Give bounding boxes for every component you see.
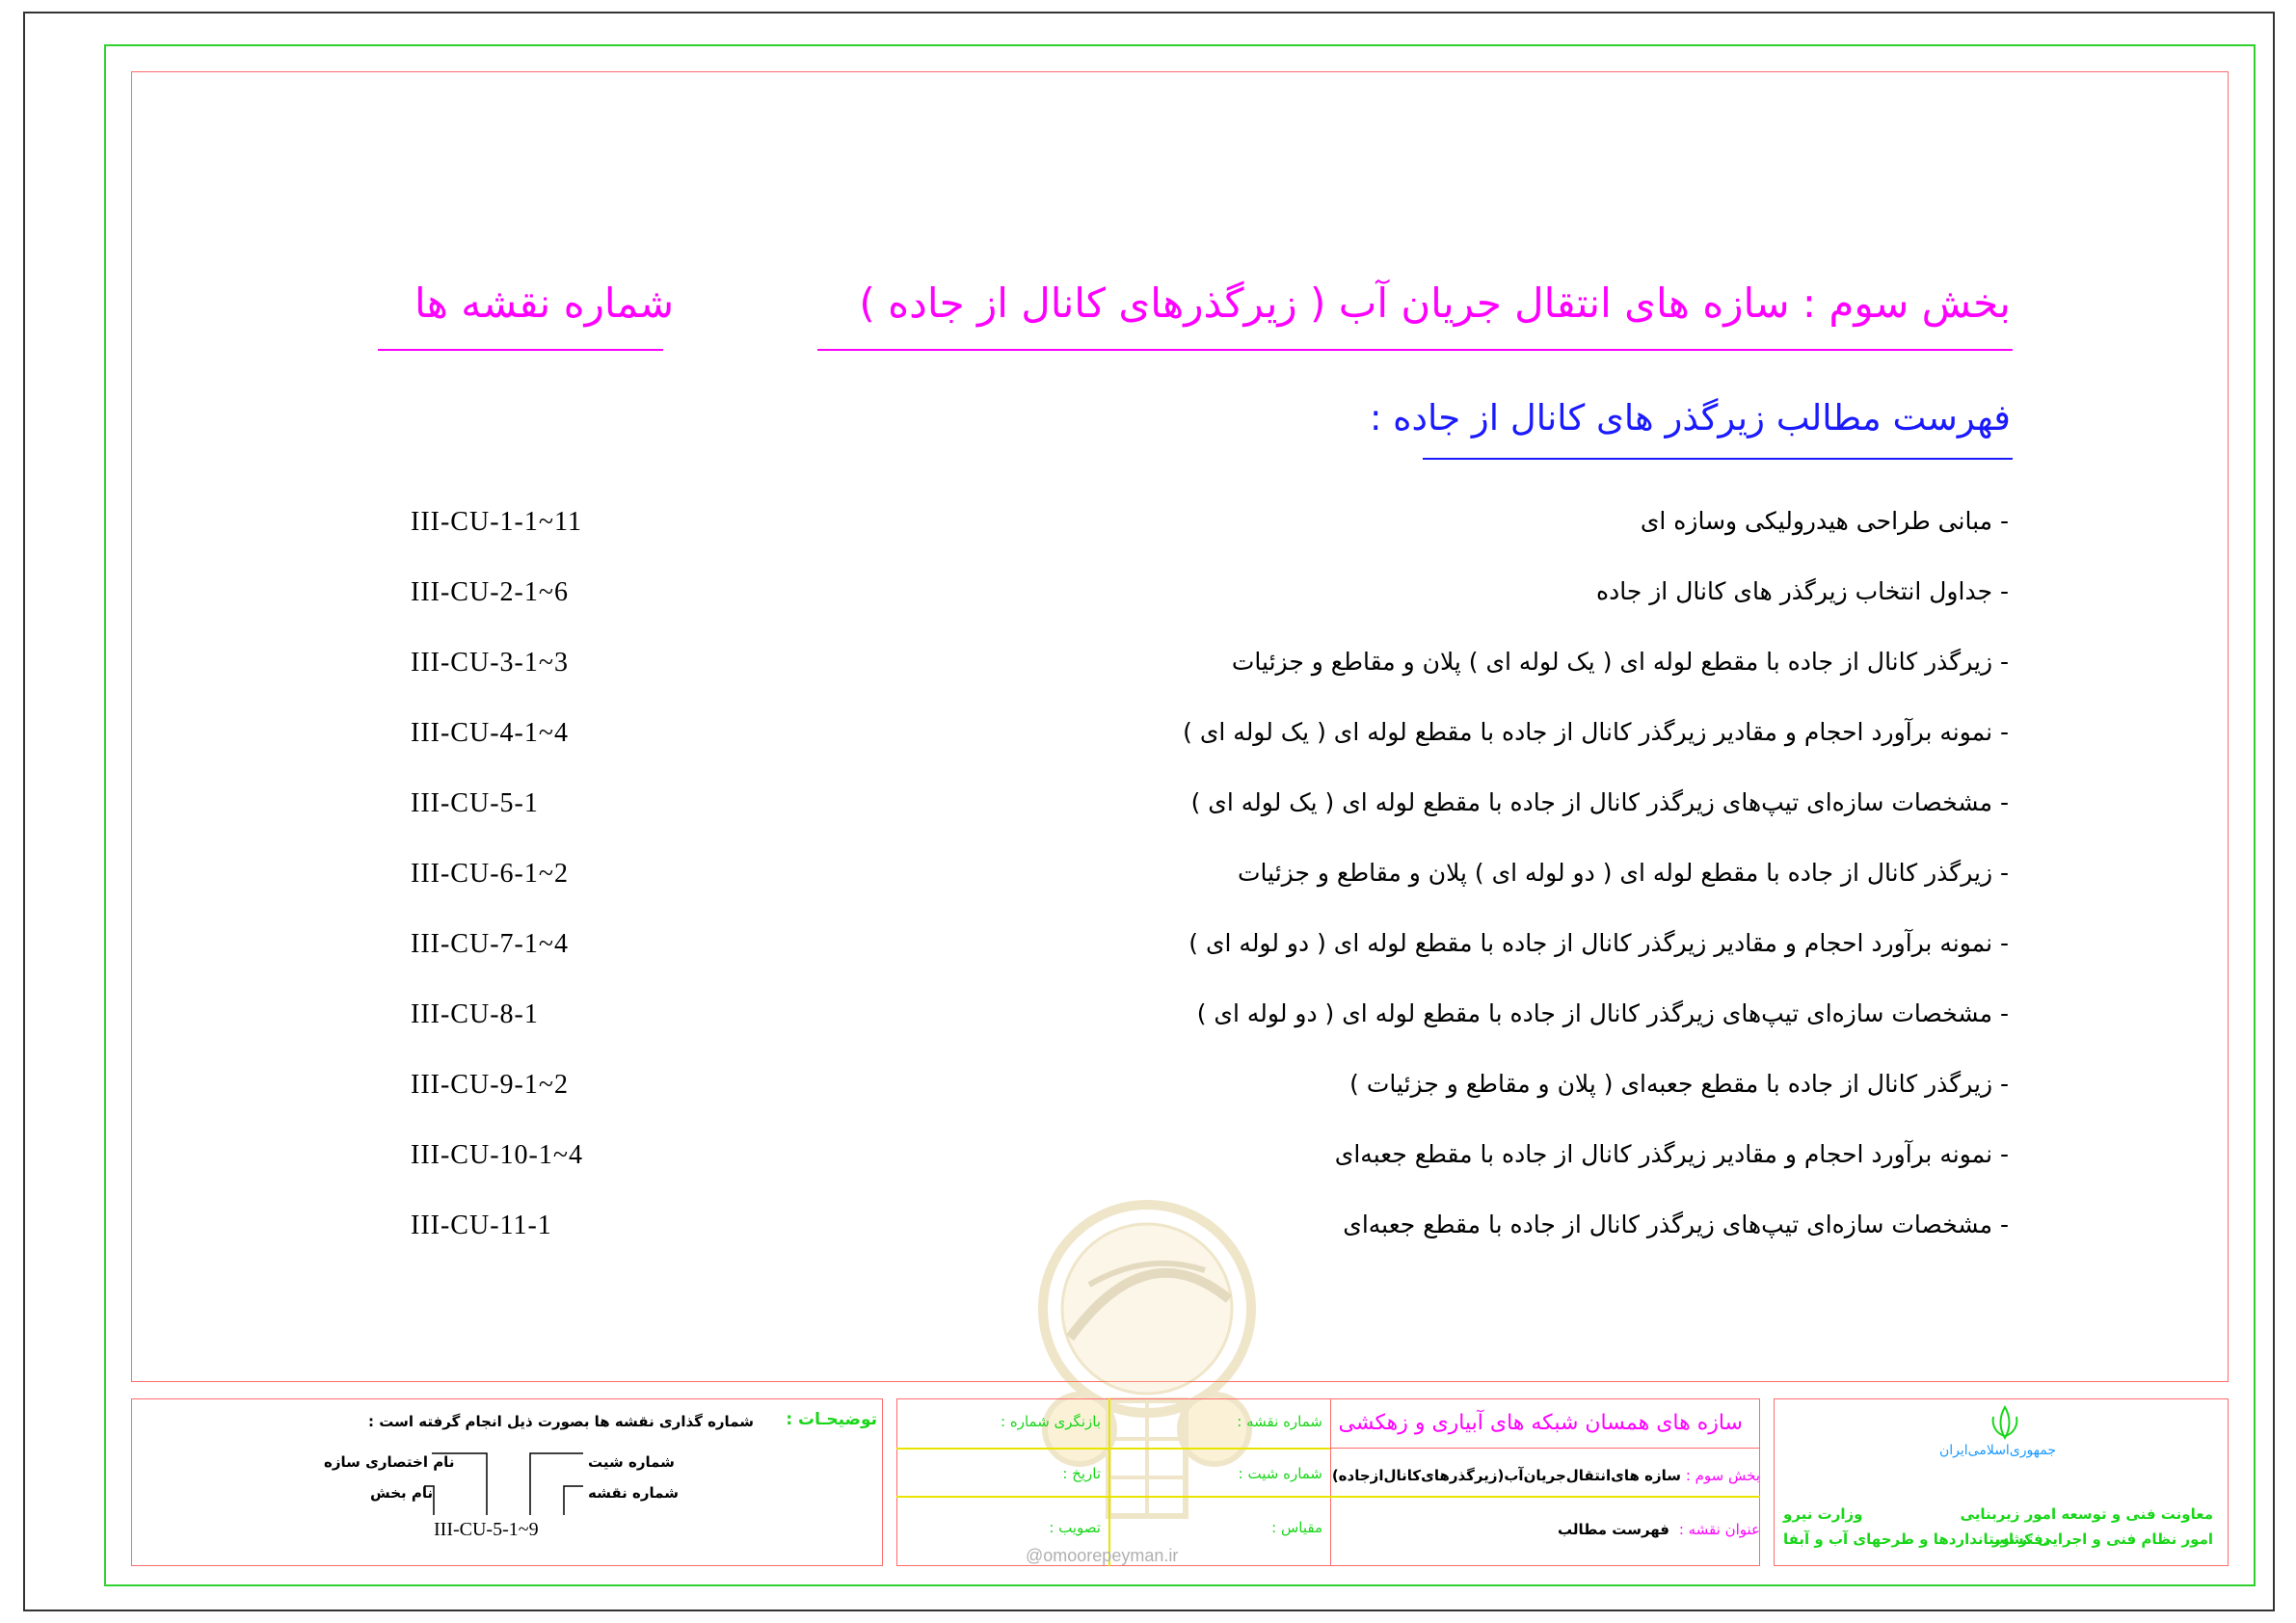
project-title: سازه های همسان شبکه های آبیاری و زهکشی: [1338, 1411, 1743, 1435]
list-item-text: - نمونه برآورد احجام و مقادیر زیرگذر کانال از جاده با مقطع لوله ای ( یک لوله ای ): [1183, 718, 2009, 746]
list-item-code: III-CU-3-1~3: [411, 648, 569, 678]
list-item-text: - مشخصات سازه‌ای تیپ‌های زیرگذر کانال از جاده با مقطع لوله ای ( دو لوله ای ): [1196, 999, 2009, 1027]
drawing-numbers-underline: [378, 349, 663, 351]
revision-label: بازنگری شماره :: [1001, 1413, 1101, 1430]
label-section-name: نام بخش: [370, 1484, 434, 1502]
notes-text: شماره گذاری نقشه ها بصورت ذیل انجام گرفته است :: [368, 1413, 754, 1430]
label-drawing-number: شماره نقشه: [588, 1484, 679, 1502]
emblem-icon: [1986, 1403, 2024, 1442]
country-name: جمهوری‌اسلامی‌ایران: [1939, 1443, 2056, 1458]
list-item-code: III-CU-11-1: [411, 1211, 552, 1240]
numbering-diagram: [366, 1446, 598, 1523]
list-item-code: III-CU-2-1~6: [411, 577, 569, 607]
notes-label: توضیحـات :: [786, 1410, 877, 1429]
list-item-text: - زیرگذر کانال از جاده با مقطع لوله ای ( دو لوله ای ) پلان و مقاطع و جزئیات: [1238, 859, 2009, 887]
list-item-text: - مبانی طراحی هیدرولیکی وسازه ای: [1640, 507, 2009, 535]
section-value: سازه های‌انتقال‌جریان‌آب(زیرگذرهای‌کانال‌از‌جاده): [1331, 1467, 1681, 1484]
list-item-text: - زیرگذر کانال از جاده با مقطع لوله ای ( یک لوله ای ) پلان و مقاطع و جزئیات: [1231, 648, 2009, 676]
list-item-code: III-CU-5-1: [411, 788, 539, 818]
label-sheet-number: شماره شیت: [588, 1453, 675, 1471]
list-item-text: - نمونه برآورد احجام و مقادیر زیرگذر کانال از جاده با مقطع جعبه‌ای: [1334, 1140, 2009, 1168]
contents-title: فهرست مطالب زیرگذر های کانال از جاده :: [1369, 397, 2011, 439]
office-name: دفتر استانداردها و طرحهای آب و آبفا: [1783, 1530, 2051, 1548]
list-item-text: - مشخصات سازه‌ای تیپ‌های زیرگذر کانال از جاده با مقطع جعبه‌ای: [1343, 1211, 2009, 1238]
drawing-title-label: عنوان نقشه :: [1678, 1521, 1760, 1538]
list-item-code: III-CU-7-1~4: [411, 929, 569, 959]
list-item-text: - جداول انتخاب زیرگذر های کانال از جاده: [1595, 577, 2009, 605]
numbering-example: III-CU-5-1~9: [434, 1519, 539, 1540]
drawing-title-value: فهرست مطالب: [1558, 1521, 1669, 1538]
scale-label: مقیاس :: [1271, 1519, 1322, 1536]
list-item-code: III-CU-9-1~2: [411, 1070, 569, 1100]
list-item-code: III-CU-6-1~2: [411, 859, 569, 889]
section-title-underline: [817, 349, 2013, 351]
label-structure-abbr: نام اختصاری سازه: [324, 1453, 455, 1471]
deputy-name: معاونت فنی و توسعه امور زیربنایی: [1960, 1505, 2213, 1523]
approval-label: تصویب :: [1049, 1519, 1101, 1536]
list-item-text: - نمونه برآورد احجام و مقادیر زیرگذر کانال از جاده با مقطع لوله ای ( دو لوله ای ): [1188, 929, 2009, 957]
section-title: بخش سوم : سازه های انتقال جریان آب ( زیرگذرهای کانال از جاده ): [859, 279, 2011, 327]
list-item-code: III-CU-4-1~4: [411, 718, 569, 748]
list-item-code: III-CU-8-1: [411, 999, 539, 1029]
contents-title-underline: [1423, 458, 2013, 460]
system-name: امور نظام فنی و اجرایی کشور: [1991, 1530, 2213, 1548]
drawing-numbers-title: شماره نقشه ها: [414, 279, 675, 327]
sheet-no-label: شماره شیت :: [1238, 1465, 1322, 1482]
list-item-text: - زیرگذر کانال از جاده با مقطع جعبه‌ای ( پلان و مقاطع و جزئیات ): [1349, 1070, 2009, 1098]
ministry-name: وزارت نیرو: [1783, 1505, 1863, 1523]
section-label: بخش سوم :: [1685, 1467, 1760, 1484]
list-item-code: III-CU-10-1~4: [411, 1140, 583, 1170]
date-label: تاریخ :: [1062, 1465, 1101, 1482]
drawing-no-label: شماره نقشه :: [1237, 1413, 1322, 1430]
watermark-url: @omoorepeyman.ir: [1026, 1546, 1179, 1565]
list-item-text: - مشخصات سازه‌ای تیپ‌های زیرگذر کانال از جاده با مقطع لوله ای ( یک لوله ای ): [1190, 788, 2009, 816]
list-item-code: III-CU-1-1~11: [411, 507, 582, 537]
